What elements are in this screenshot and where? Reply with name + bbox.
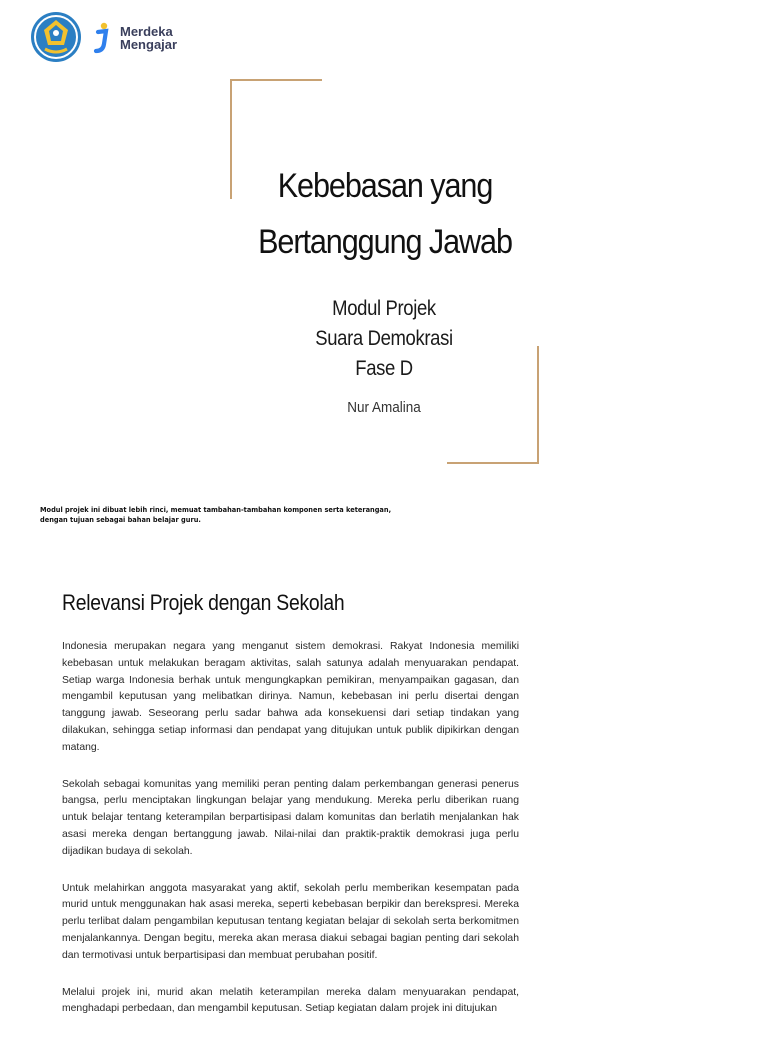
- frame-bottom-right-horizontal: [447, 462, 539, 464]
- paragraph: Sekolah sebagai komunitas yang memiliki peran penting dalam perkembangan generasi penerus bangsa, perlu menciptakan lingkungan belajar yang mendukung. Mereka perlu diberikan ruang untuk belajar tentang keterampilan berpartisipasi dalam komunitas dan berlatih menjalankan hak asasi mereka dengan bertanggung jawab. Nilai-nilai dan praktik-praktik demokrasi juga perlu dijadikan budaya di sekolah.: [62, 778, 519, 857]
- merdeka-mengajar-logo: [92, 22, 177, 54]
- cover-subtitle-line-3: Fase D: [355, 357, 413, 380]
- cover-subtitle-line-1: Modul Projek: [332, 297, 436, 320]
- cover-subtitle-line-2: Suara Demokrasi: [315, 327, 453, 350]
- merdeka-mengajar-wordmark: [120, 25, 177, 51]
- frame-top-left-horizontal: [230, 79, 322, 81]
- cover-title: [219, 158, 552, 270]
- cover-subtitle: [252, 294, 516, 384]
- frame-bottom-right-vertical: [537, 346, 539, 464]
- brand-line-1: Merdeka: [120, 24, 173, 39]
- brand-line-2: Mengajar: [120, 37, 178, 52]
- section-heading: Relevansi Projek dengan Sekolah: [62, 590, 345, 615]
- paragraph: Untuk melahirkan anggota masyarakat yang aktif, sekolah perlu memberikan kesempatan pada murid untuk menggunakan hak asasi mereka, seperti kebebasan berpikir dan berekspresi. Mereka perlu terlibat dalam pengambilan keputusan tentang kegiatan belajar di sekolah serta berkomitmen menjalankannya. Dengan begitu, mereka akan merasa diakui sebagai bagian penting dari sekolah dan termotivasi untuk berpartisipasi dan membuat perubahan positif.: [62, 882, 519, 961]
- cover-author: Nur Amalina: [347, 399, 421, 416]
- cover-title-line-1: Kebebasan yang: [277, 167, 493, 205]
- paragraph: Melalui projek ini, murid akan melatih keterampilan mereka dalam menyuarakan pendapat, menghadapi perbedaan, dan mengambil keputusan. Setiap kegiatan dalam projek ini ditujukan: [62, 986, 519, 1015]
- merdeka-mengajar-icon: [92, 22, 116, 54]
- tut-wuri-handayani-logo: [30, 11, 82, 63]
- paragraph: Indonesia merupakan negara yang menganut sistem demokrasi. Rakyat Indonesia memiliki kebebasan untuk melakukan beragam aktivitas, salah satunya adalah menyuarakan pendapat. Setiap warga Indonesia berhak untuk mengungkapkan pemikiran, menyampaikan gagasan, dan mengambil keputusan yang melibatkan dirinya. Namun, kebebasan ini perlu disertai dengan tanggung jawab. Seseorang perlu sadar bahwa ada konsekuensi dari setiap tindakan yang dilakukan, sehingga setiap informasi dan pendapat yang ditujukan untuk publik dipikirkan dengan matang.: [62, 641, 519, 753]
- section-body: [62, 639, 519, 1038]
- teacher-note: Modul projek ini dibuat lebih rinci, memuat tambahan-tambahan komponen serta keterangan, dengan tujuan sebagai bahan belajar guru.: [40, 506, 392, 524]
- cover-title-line-2: Bertanggung Jawab: [258, 223, 512, 261]
